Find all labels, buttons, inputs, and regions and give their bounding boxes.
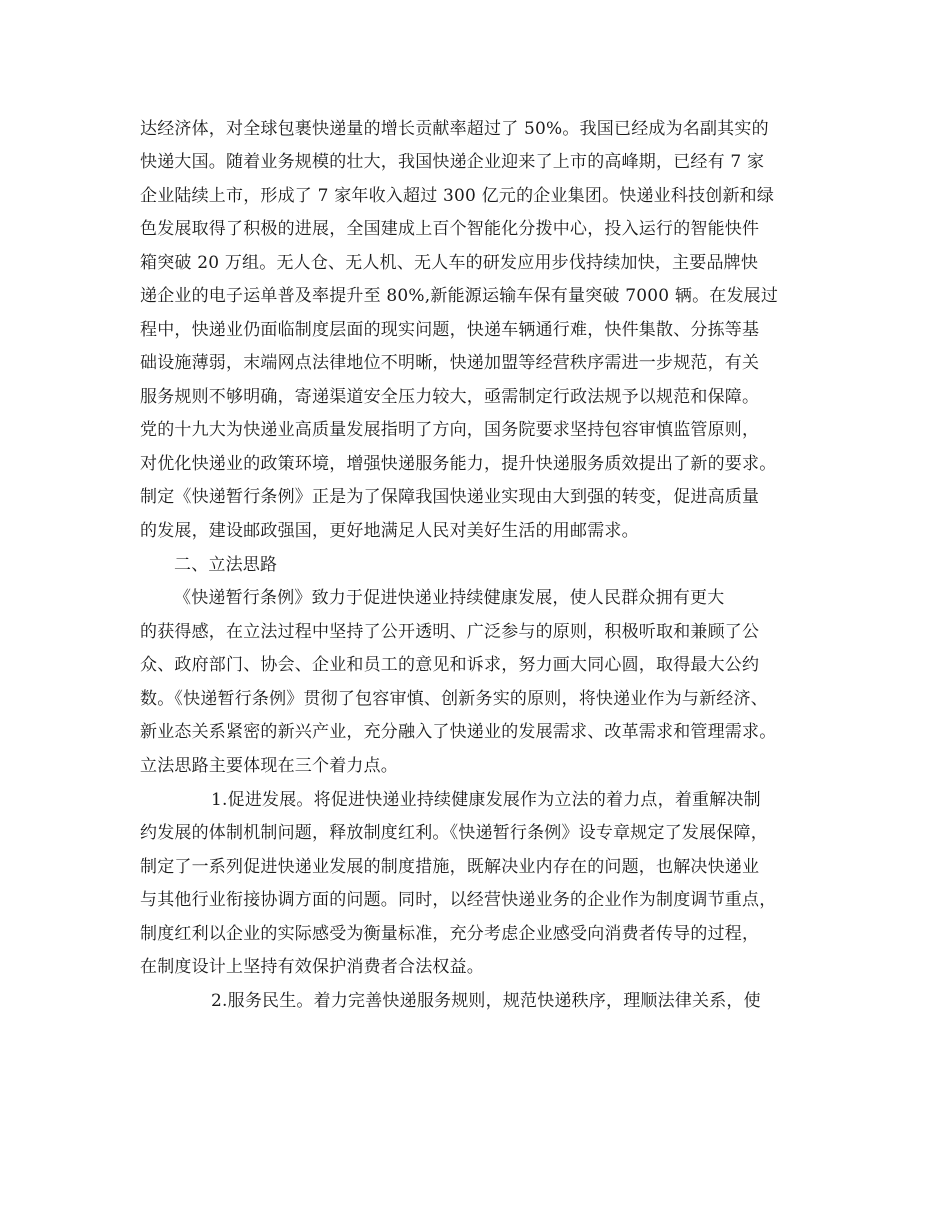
- text-line: 企业陆续上市，形成了 7 家年收入超过 300 亿元的企业集团。快递业科技创新和绿: [140, 186, 775, 206]
- text-line: 数。《快递暂行条例》贯彻了包容审慎、创新务实的原则，将快递业作为与新经济、: [140, 689, 768, 709]
- text-line: 新业态关系紧密的新兴产业，充分融入了快递业的发展需求、改革需求和管理需求。: [140, 722, 777, 742]
- text-line: 党的十九大为快递业高质量发展指明了方向，国务院要求坚持包容审慎监管原则，: [140, 420, 760, 440]
- text-line: 递企业的电子运单普及率提升至 80%,新能源运输车保有量突破 7000 辆。在发展过: [140, 286, 779, 306]
- section-heading: 二、立法思路: [174, 555, 278, 575]
- text-line: 程中，快递业仍面临制度层面的现实问题，快递车辆通行难，快件集散、分拣等基: [140, 320, 760, 340]
- text-line: 箱突破 20 万组。无人仓、无人机、无人车的研发应用步伐持续加快，主要品牌快: [140, 253, 759, 273]
- text-line: 制定《快递暂行条例》正是为了保障我国快递业实现由大到强的转变，促进高质量: [140, 487, 760, 507]
- text-line: 快递大国。随着业务规模的壮大，我国快递企业迎来了上市的高峰期，已经有 7 家: [140, 152, 765, 172]
- text-line: 立法思路主要体现在三个着力点。: [140, 756, 398, 776]
- text-line: 础设施薄弱，末端网点法律地位不明晰，快递加盟等经营秩序需进一步规范，有关: [140, 353, 760, 373]
- text-line: 达经济体，对全球包裹快递量的增长贡献率超过了 50%。我国已经成为名副其实的: [140, 119, 769, 139]
- text-line: 的发展，建设邮政强国，更好地满足人民对美好生活的用邮需求。: [140, 521, 639, 541]
- text-line: 制定了一系列促进快递业发展的制度措施，既解决业内存在的问题，也解决快递业: [140, 857, 760, 877]
- text-line: 的获得感，在立法过程中坚持了公开透明、广泛参与的原则，积极听取和兼顾了公: [140, 622, 760, 642]
- text-line: 与其他行业衔接协调方面的问题。同时，以经营快递业务的企业作为制度调节重点，: [140, 890, 777, 910]
- text-line: 色发展取得了积极的进展，全国建成上百个智能化分拨中心，投入运行的智能快件: [140, 219, 760, 239]
- text-line: 众、政府部门、协会、企业和员工的意见和诉求，努力画大同心圆，取得最大公约: [140, 655, 760, 675]
- text-line: 对优化快递业的政策环境，增强快递服务能力，提升快递服务质效提出了新的要求。: [140, 454, 777, 474]
- text-line: 《快递暂行条例》致力于促进快递业持续健康发展，使人民群众拥有更大: [174, 588, 725, 608]
- text-line: 服务规则不够明确，寄递渠道安全压力较大，亟需制定行政法规予以规范和保障。: [140, 387, 760, 407]
- text-line: 1.促进发展。将促进快递业持续健康发展作为立法的着力点，着重解决制: [211, 790, 761, 810]
- text-line: 约发展的体制机制问题，释放制度红利。《快递暂行条例》设专章规定了发展保障，: [140, 823, 768, 843]
- text-line: 2.服务民生。着力完善快递服务规则，规范快递秩序，理顺法律关系，使: [211, 991, 761, 1011]
- text-line: 在制度设计上坚持有效保护消费者合法权益。: [140, 957, 484, 977]
- text-line: 制度红利以企业的实际感受为衡量标准，充分考虑企业感受向消费者传导的过程，: [140, 924, 760, 944]
